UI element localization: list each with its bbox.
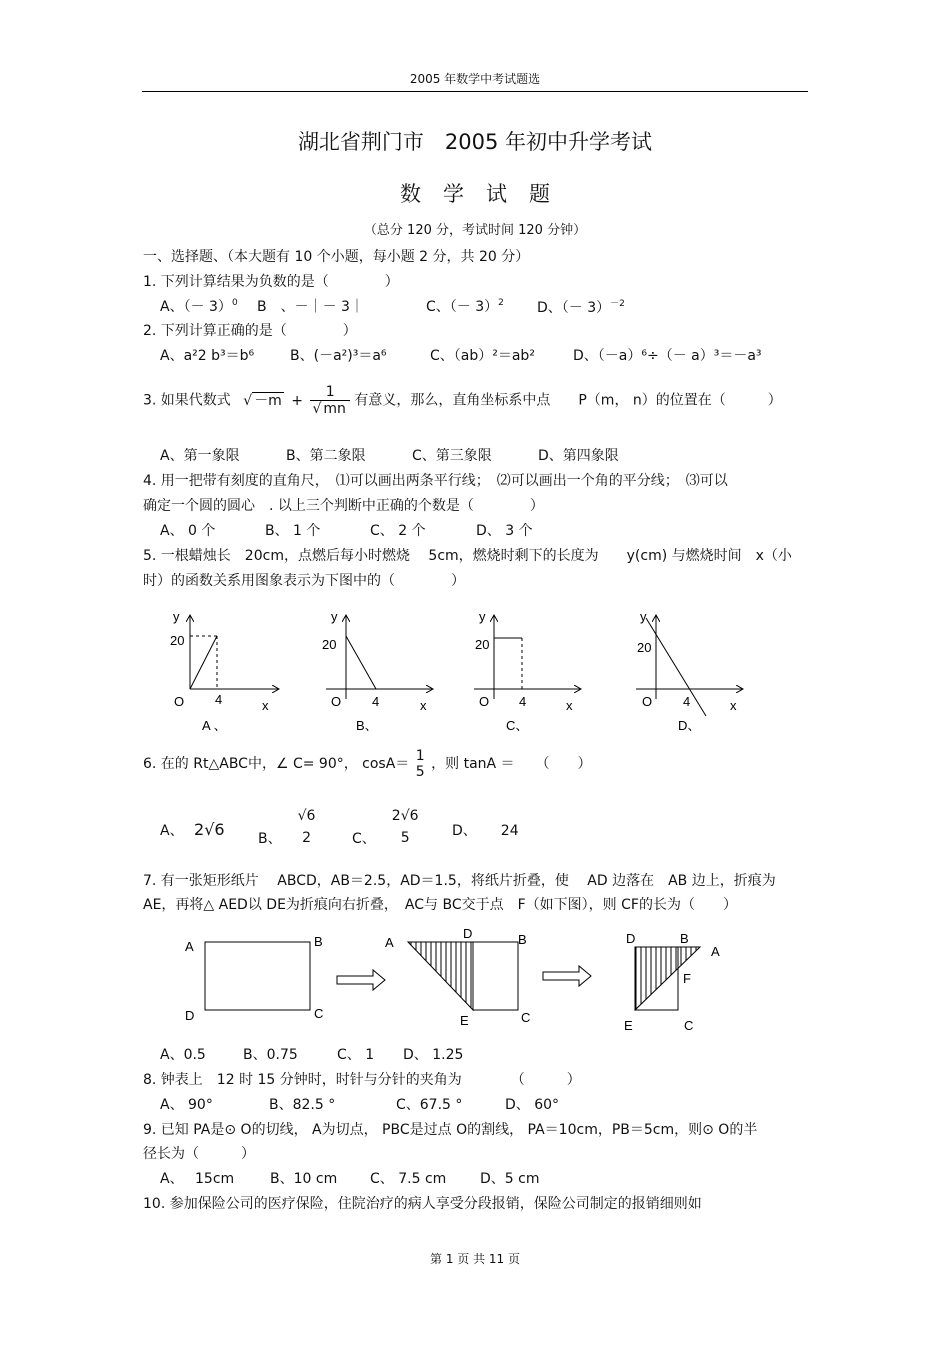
q3-option-b: B、第二象限 [286, 448, 366, 464]
svg-text:C: C [521, 1010, 531, 1025]
graph-d [636, 609, 742, 733]
q5-line2: 时）的函数关系用图象表示为下图中的（ ） [143, 573, 465, 589]
q4-option-a: A、 0 个 [160, 523, 216, 539]
q7-option-c: C、 1 [337, 1047, 375, 1063]
graph-c-label: C、 [506, 718, 529, 733]
graph-c-20: 20 [475, 637, 490, 652]
graph-b-ylabel: y [331, 609, 338, 624]
graph-d-ylabel: y [640, 609, 647, 624]
graph-d-xlabel: x [730, 698, 737, 713]
q4-line1: 4. 用一把带有刻度的直角尺， ⑴可以画出两条平行线； ⑵可以画出一个角的平分线； ⑶可以 [143, 473, 728, 489]
q6-option-b: B、 √6 2 [258, 808, 316, 847]
svg-text:D: D [463, 926, 473, 941]
q9-option-c: C、 7.5 cm [370, 1171, 447, 1187]
svg-text:A: A [711, 944, 720, 959]
q3-option-a: A、第一象限 [160, 448, 240, 464]
q1-option-a: A、（－ 3）$^0$ [160, 298, 238, 315]
q6-stem: 6. 在的 Rt△ABC中，∠ C= 90°， cosA＝ 1 5 ，则 tanA ＝ （ ） [143, 748, 592, 780]
q4-line2: 确定一个圆的圆心 . 以上三个判断中正确的个数是（ ） [143, 498, 544, 514]
q1-option-c: C、（－ 3）$^2$ [426, 298, 504, 315]
q2-stem: 2. 下列计算正确的是（ ） [143, 323, 357, 339]
svg-text:E: E [460, 1013, 469, 1028]
graph-b-xlabel: x [420, 698, 427, 713]
graph-c-origin: O [479, 694, 490, 709]
q2-option-d: D、（－a）⁶÷（－ a）³＝－a³ [573, 348, 762, 364]
svg-text:A: A [385, 935, 394, 950]
q8-option-b: B、82.5 ° [269, 1097, 336, 1113]
q3-option-d: D、第四象限 [538, 448, 619, 464]
exam-title: 湖北省荆门市 2005 年初中升学考试 [297, 130, 653, 154]
svg-text:D: D [626, 931, 636, 946]
graph-d-origin: O [642, 694, 653, 709]
q3-option-c: C、第三象限 [412, 448, 492, 464]
svg-text:D: D [185, 1008, 195, 1023]
graph-c-xlabel: x [566, 698, 573, 713]
svg-text:F: F [683, 971, 691, 986]
svg-text:A: A [185, 939, 194, 954]
graph-b-20: 20 [322, 637, 337, 652]
q6-fraction: 1 5 [415, 748, 425, 780]
q3-fraction: $\frac{1}{√ mn}$ [310, 384, 349, 417]
graph-b-origin: O [331, 694, 342, 709]
q9-option-a: A、 15cm [160, 1171, 235, 1187]
page-footer: 第 1 页 共 11 页 [430, 1252, 520, 1266]
graph-a-4: 4 [215, 692, 223, 707]
page-header: 2005 年数学中考试题选 [409, 72, 541, 86]
svg-text:C: C [684, 1018, 694, 1033]
graph-b-label: B、 [356, 718, 378, 733]
header-rule [142, 91, 808, 92]
q2-option-b: B、(－a²)³＝a⁶ [290, 348, 387, 364]
svg-text:C: C [314, 1006, 324, 1021]
graph-a-origin: O [174, 694, 185, 709]
q4-option-c: C、 2 个 [370, 523, 426, 539]
q10-stem: 10. 参加保险公司的医疗保险，住院治疗的病人享受分段报销，保险公司制定的报销细则如 [143, 1196, 702, 1212]
q8-option-a: A、 90° [160, 1097, 213, 1113]
q9-line2: 径长为（ ） [143, 1146, 255, 1162]
q5-graphs [150, 604, 770, 739]
q7-line1: 7. 有一张矩形纸片 ABCD，AB＝2.5，AD＝1.5，将纸片折叠，使 AD 边落在 AB 边上，折痕为 [143, 873, 776, 889]
q9-option-b: B、10 cm [270, 1171, 338, 1187]
q7-option-d: D、 1.25 [403, 1047, 464, 1063]
graph-a-label: A 、 [202, 718, 227, 733]
q4-option-d: D、 3 个 [476, 523, 533, 539]
graph-b [322, 609, 432, 733]
q1-stem: 1. 下列计算结果为负数的是（ ） [143, 274, 399, 290]
graph-a-ylabel: y [173, 609, 180, 624]
q8-stem: 8. 钟表上 12 时 15 分钟时，时针与分针的夹角为 （ ） [143, 1072, 581, 1088]
q2-option-a: A、a²2 b³＝b⁶ [160, 348, 255, 364]
q2-option-c: C、（ab）²＝ab² [430, 348, 535, 364]
svg-text:B: B [680, 931, 689, 946]
score-info: （总分 120 分，考试时间 120 分钟） [363, 223, 587, 238]
graph-c-ylabel: y [479, 609, 486, 624]
q4-option-b: B、 1 个 [265, 523, 321, 539]
q6-option-a: A、 2√6 [160, 820, 225, 839]
graph-b-4: 4 [372, 694, 380, 709]
q3-radical: －m [254, 392, 282, 409]
graph-d-label: D、 [678, 718, 701, 733]
graph-d-20: 20 [637, 640, 652, 655]
q3-stem: 3. 如果代数式 √ －m + $\frac{1}{√ mn}$ 有意义，那么，直角坐标系中点 P（m， n）的位置在（ ） [143, 384, 782, 417]
q7-option-b: B、0.75 [243, 1047, 298, 1063]
q9-line1: 9. 已知 PA是⊙ O的切线， A为切点， PBC是过点 O的割线， PA＝10cm，PB＝5cm，则⊙ O的半 [143, 1122, 758, 1138]
graph-c [474, 609, 580, 733]
q8-option-d: D、 60° [505, 1097, 560, 1113]
q6-option-c: C、 2√6 5 [352, 808, 419, 847]
section-heading: 一、选择题、（本大题有 10 个小题，每小题 2 分，共 20 分） [143, 249, 530, 265]
graph-c-4: 4 [519, 694, 527, 709]
q1-option-b: B 、－｜－ 3｜ [257, 299, 364, 315]
q7-line2: AE，再将△ AED以 DE为折痕向右折叠， AC与 BC交于点 F（如下图），则 CF的长为（ ） [143, 897, 737, 913]
svg-text:E: E [624, 1018, 633, 1033]
exam-subtitle: 数学试题 [400, 182, 572, 206]
q8-option-c: C、67.5 ° [396, 1097, 463, 1113]
graph-a-20: 20 [170, 633, 185, 648]
svg-text:B: B [518, 932, 527, 947]
graph-a-xlabel: x [262, 698, 269, 713]
svg-text:B: B [314, 934, 323, 949]
q5-line1: 5. 一根蜡烛长 20cm，点燃后每小时燃烧 5cm，燃烧时剩下的长度为 y(cm) 与燃烧时间 x（小 [143, 548, 792, 564]
q7-option-a: A、0.5 [160, 1047, 206, 1063]
graph-a [170, 609, 278, 733]
q7-figures [175, 920, 735, 1040]
q6-option-d: D、 24 [452, 823, 519, 839]
q1-option-d: D、（－ 3）$^{-2}$ [537, 299, 625, 316]
graph-d-4: 4 [683, 694, 691, 709]
q9-option-d: D、5 cm [480, 1171, 540, 1187]
